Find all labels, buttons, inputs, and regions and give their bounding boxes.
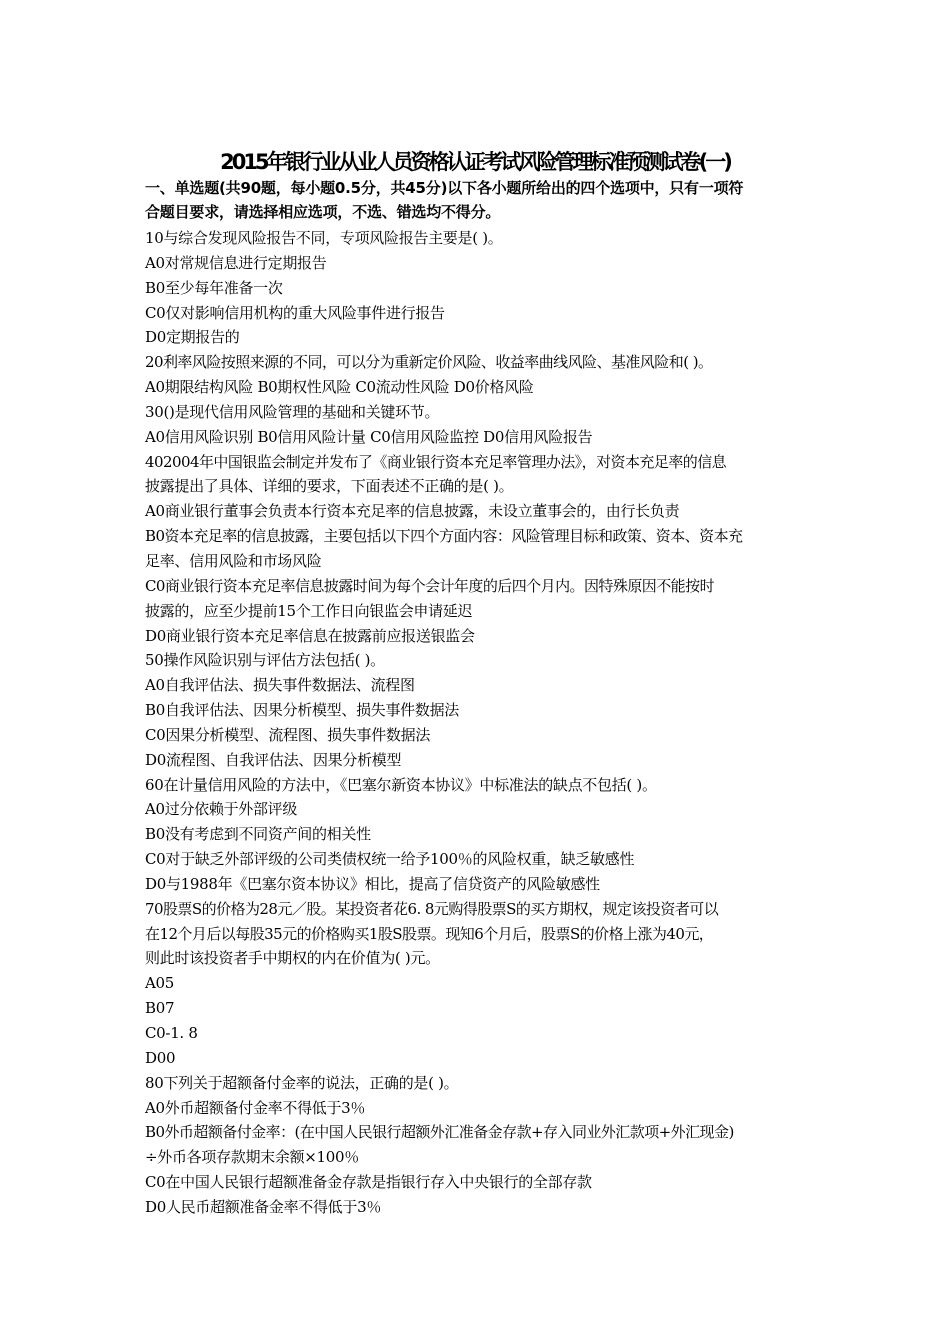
question-7-option-c: C0-1. 8 [145, 1024, 198, 1042]
question-1-option-c: C0仅对影响信用机构的重大风险事件进行报告 [145, 303, 445, 322]
question-3-stem: 30()是现代信用风险管理的基础和关键环节。 [145, 402, 440, 421]
question-1-option-a: A0对常规信息进行定期报告 [145, 253, 327, 272]
question-4-option-c-cont: 披露的，应至少提前15个工作日向银监会申请延迟 [145, 601, 473, 620]
question-7-option-b: B07 [145, 999, 175, 1018]
question-1-stem: 10与综合发现风险报告不同，专项风险报告主要是( )。 [145, 229, 503, 247]
question-6-option-b: B0没有考虑到不同资产间的相关性 [145, 825, 371, 844]
question-3-options: A0信用风险识别 B0信用风险计量 C0信用风险监控 D0信用风险报告 [145, 427, 593, 446]
question-6-option-d: D0与1988年《巴塞尔资本协议》相比，提高了信贷资产的风险敏感性 [145, 874, 600, 893]
question-4-stem-cont: 披露提出了具体、详细的要求，下面表述不正确的是( )。 [145, 477, 514, 496]
document-title: 2015年银行业从业人员资格认证考试风险管理标准预测试卷(一) [220, 150, 730, 174]
question-8-option-b: B0外币超额备付金率：(在中国人民银行超额外汇准备金存款+存入同业外汇款项+外汇现金) [145, 1123, 734, 1142]
question-4-option-b: B0资本充足率的信息披露，主要包括以下四个方面内容：风险管理目标和政策、资本、资本充 [145, 527, 743, 546]
question-5-option-b: B0自我评估法、因果分析模型、损失事件数据法 [145, 701, 459, 720]
question-6-option-a: A0过分依赖于外部评级 [145, 800, 298, 819]
question-8-option-a: A0外币超额备付金率不得低于3％ [145, 1098, 366, 1117]
question-4-option-c: C0商业银行资本充足率信息披露时间为每个会计年度的后四个月内。因特殊原因不能按时 [145, 576, 715, 595]
question-4-option-b-cont: 足率、信用风险和市场风险 [145, 551, 322, 570]
section-heading-line: 合题目要求，请选择相应选项，不选、错选均不得分。 [145, 203, 501, 221]
question-5-option-c: C0因果分析模型、流程图、损失事件数据法 [145, 725, 431, 744]
question-2-stem: 20利率风险按照来源的不同，可以分为重新定价风险、收益率曲线风险、基准风险和( )。 [145, 353, 713, 372]
question-4-option-a: A0商业银行董事会负责本行资本充足率的信息披露，未设立董事会的，由行长负责 [145, 502, 680, 521]
question-list [145, 226, 825, 1220]
question-1-option-d: D0定期报告的 [145, 328, 240, 347]
question-5-option-d: D0流程图、自我评估法、因果分析模型 [145, 750, 402, 769]
question-7-option-a: A05 [145, 974, 175, 993]
question-7-stem: 70股票S的价格为28元／股。某投资者花6. 8元购得股票S的买方期权，规定该投资者可以 [145, 899, 719, 918]
question-8-option-b-cont: ÷外币各项存款期末余额×100％ [145, 1148, 359, 1167]
question-5-option-a: A0自我评估法、损失事件数据法、流程图 [145, 676, 415, 695]
section-heading [145, 176, 815, 224]
question-6-option-c: C0对于缺乏外部评级的公司类债权统一给予100％的风险权重，缺乏敏感性 [145, 850, 635, 869]
question-7-option-d: D00 [145, 1048, 176, 1067]
question-1-option-b: B0至少每年准备一次 [145, 278, 283, 297]
question-4-stem: 402004年中国银监会制定并发布了《商业银行资本充足率管理办法》，对资本充足率的信息 [145, 452, 727, 471]
question-7-stem-cont2: 则此时该投资者手中期权的内在价值为( )元。 [145, 949, 440, 968]
question-8-option-d: D0人民币超额准备金率不得低于3％ [145, 1197, 382, 1216]
question-5-stem: 50操作风险识别与评估方法包括( )。 [145, 651, 385, 670]
question-8-stem: 80下列关于超额备付金率的说法，正确的是( )。 [145, 1073, 459, 1092]
question-6-stem: 60在计量信用风险的方法中，《巴塞尔新资本协议》中标准法的缺点不包括( )。 [145, 775, 657, 794]
question-8-option-c: C0在中国人民银行超额准备金存款是指银行存入中央银行的全部存款 [145, 1173, 592, 1192]
question-7-stem-cont: 在12个月后以每股35元的价格购买1股S股票。现知6个月后，股票S的价格上涨为40元， [145, 924, 714, 943]
question-4-option-d: D0商业银行资本充足率信息在披露前应报送银监会 [145, 626, 475, 645]
question-2-options: A0期限结构风险 B0期权性风险 C0流动性风险 D0价格风险 [145, 378, 534, 397]
section-heading-line: 一、单选题(共90题，每小题0.5分，共45分)以下各小题所给出的四个选项中，只有一项符 [145, 179, 744, 197]
